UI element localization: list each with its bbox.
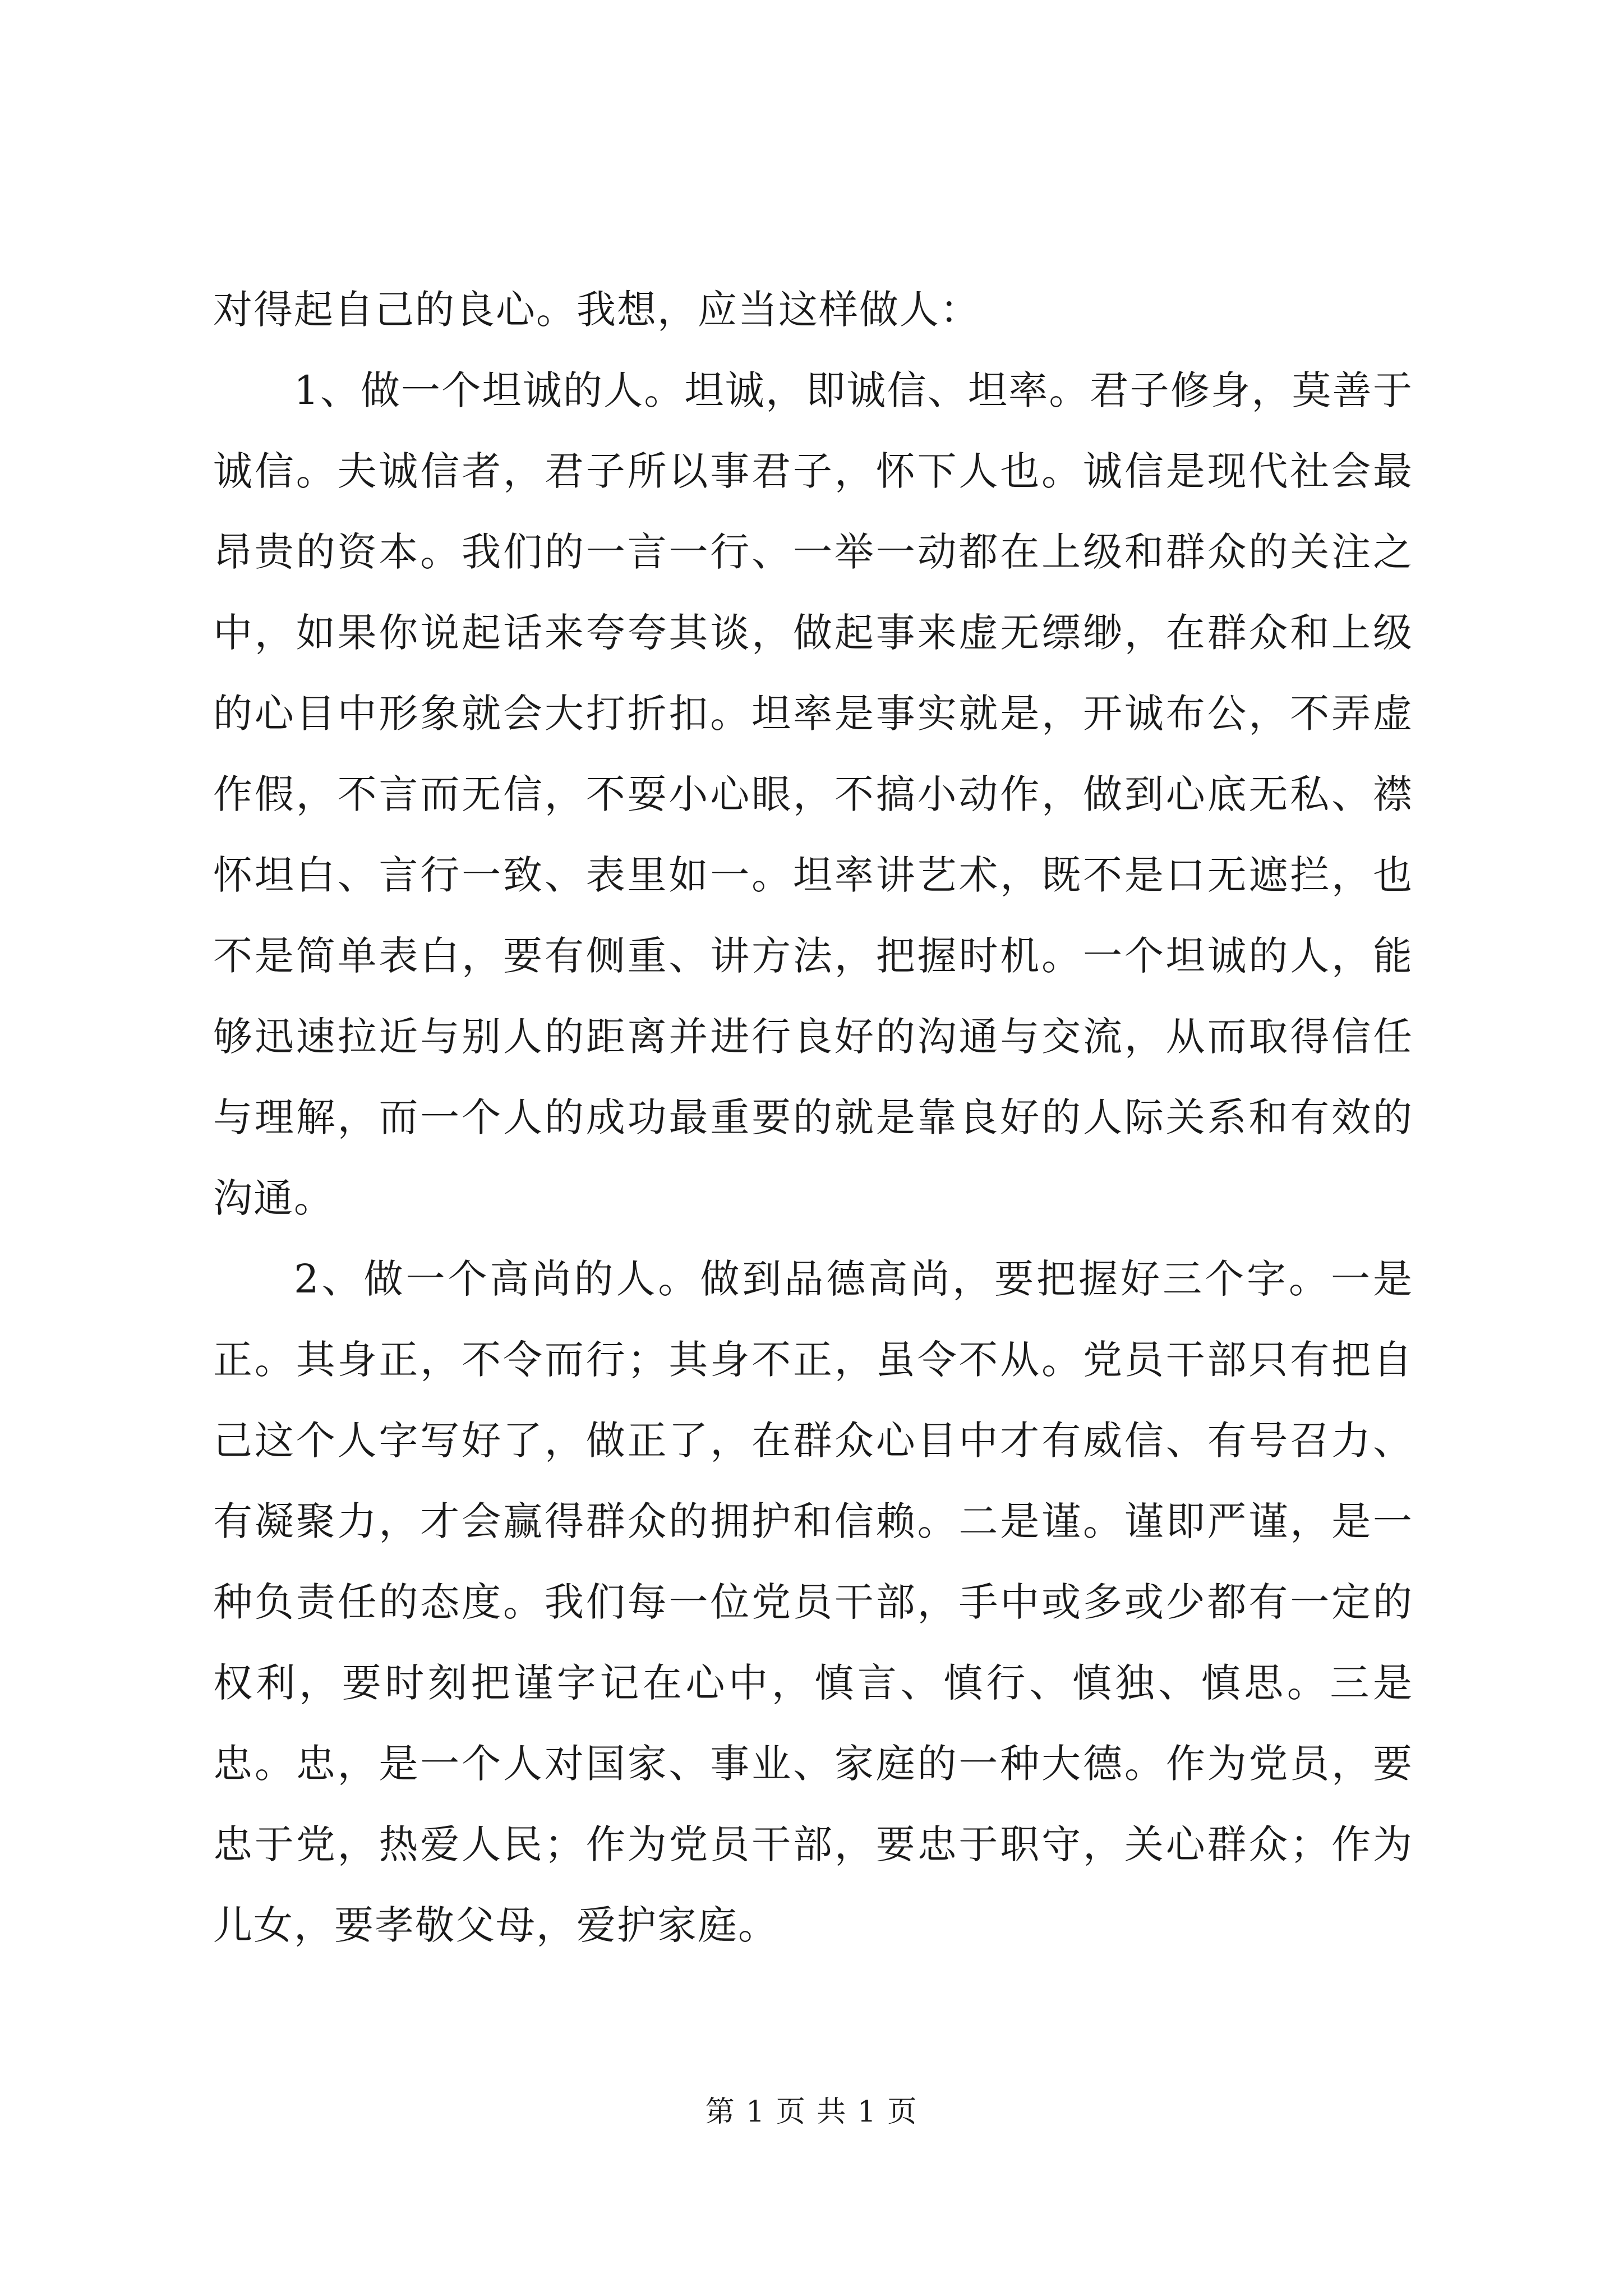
page-footer: 第 1 页 共 1 页 xyxy=(705,2095,918,2129)
document-body xyxy=(213,269,1413,1966)
paragraph-intro: 对得起自己的良心。我想，应当这样做人： xyxy=(213,287,980,333)
paragraph-point-1: 1、做一个坦诚的人。坦诚，即诚信、坦率。君子修身，莫善于诚信。夫诚信者，君子所以事君子，怀下人也。诚信是现代社会最昂贵的资本。我们的一言一行、一举一动都在上级和群众的关注之中，如果你说起话来夸夸其谈，做起事来虚无缥缈，在群众和上级的心目中形象就会大打折扣。坦率是事实就是，开诚布公，不弄虚作假，不言而无信，不耍小心眼，不搞小动作，做到心底无私、襟怀坦白、言行一致、表里如一。坦率讲艺术，既不是口无遮拦，也不是简单表白，要有侧重、讲方法，把握时机。一个坦诚的人，能够迅速拉近与别人的距离并进行良好的沟通与交流，从而取得信任与理解，而一个人的成功最重要的就是靠良好的人际关系和有效的沟通。 xyxy=(213,367,1413,1221)
paragraph-point-2: 2、做一个高尚的人。做到品德高尚，要把握好三个字。一是正。其身正，不令而行；其身不正，虽令不从。党员干部只有把自己这个人字写好了，做正了，在群众心目中才有威信、有号召力、有凝聚力，才会赢得群众的拥护和信赖。二是谨。谨即严谨，是一种负责任的态度。我们每一位党员干部，手中或多或少都有一定的权利，要时刻把谨字记在心中，慎言、慎行、慎独、慎思。三是忠。忠，是一个人对国家、事业、家庭的一种大德。作为党员，要忠于党，热爱人民；作为党员干部，要忠于职守，关心群众；作为儿女，要孝敬父母，爱护家庭。 xyxy=(213,1256,1413,1948)
